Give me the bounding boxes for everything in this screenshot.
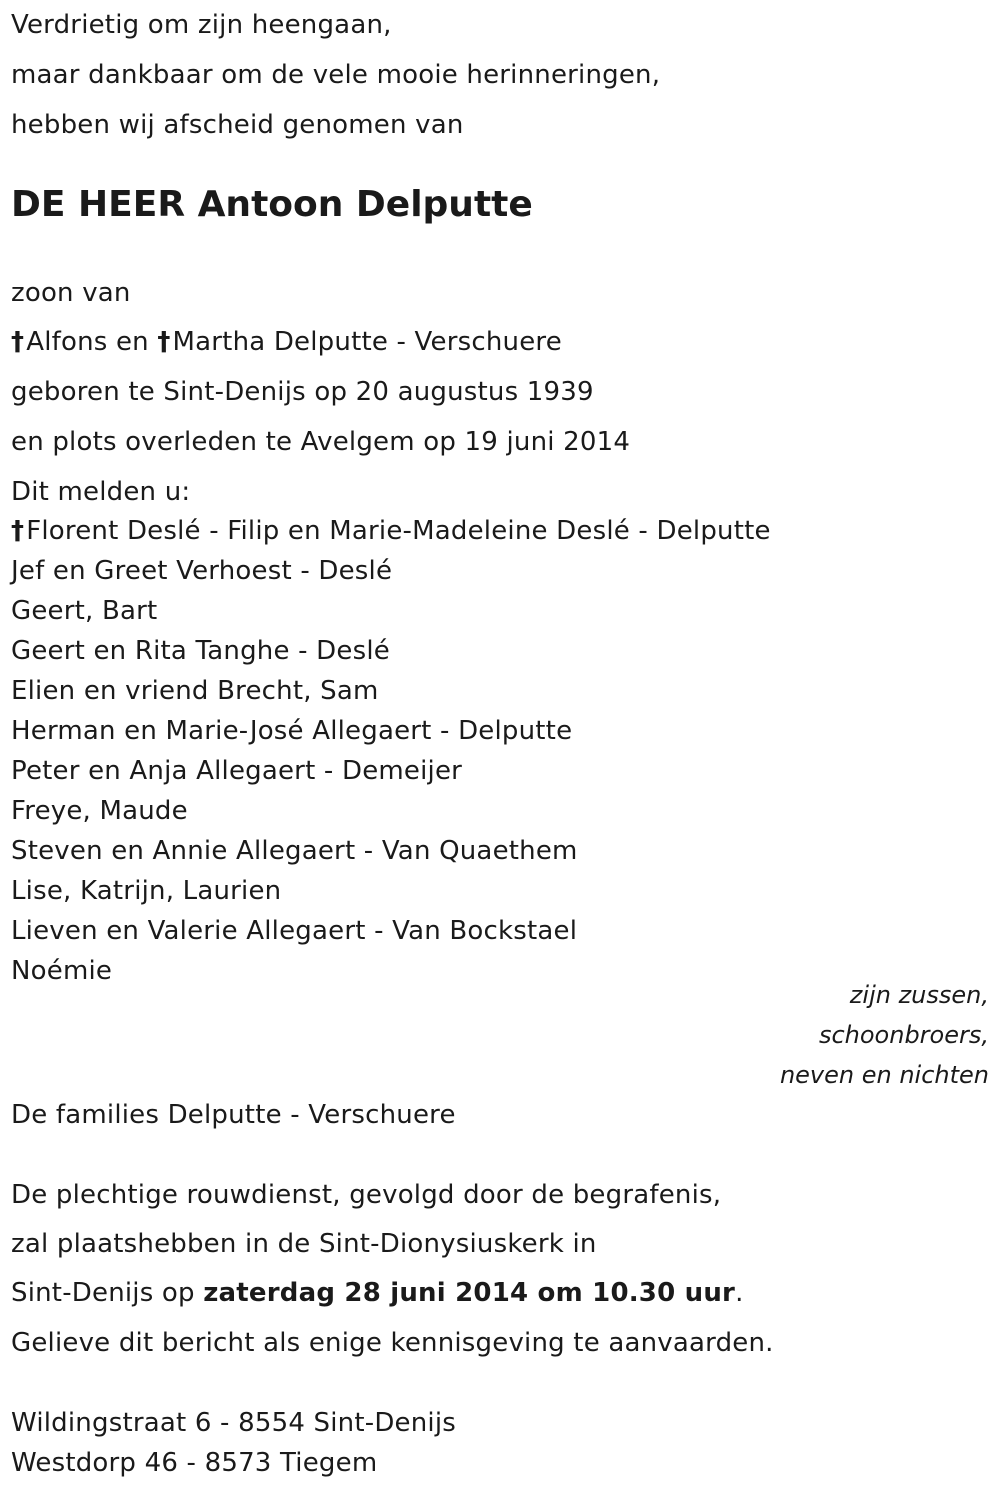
service-line-1: De plechtige rouwdienst, gevolgd door de begrafenis,: [11, 1180, 722, 1210]
intro-line-1: Verdrietig om zijn heengaan,: [11, 10, 392, 40]
service-line-3: Sint-Denijs op zaterdag 28 juni 2014 om 10.30 uur.: [11, 1278, 744, 1308]
deceased-name: DE HEER Antoon Delputte: [11, 184, 533, 225]
cross-icon: †: [11, 516, 25, 546]
death-line: en plots overleden te Avelgem op 19 juni 2014: [11, 427, 631, 457]
service-date: zaterdag 28 juni 2014 om 10.30 uur: [203, 1278, 736, 1308]
cross-icon: †: [11, 327, 25, 357]
announcer-line: Lieven en Valerie Allegaert - Van Bockstael: [11, 916, 578, 946]
address-line: Wildingstraat 6 - 8554 Sint-Denijs: [11, 1408, 457, 1438]
announcer-line: Peter en Anja Allegaert - Demeijer: [11, 756, 463, 786]
relation-line-1: zijn zussen,: [849, 981, 989, 1009]
announcer-line: Geert, Bart: [11, 596, 158, 626]
announcer-line: Elien en vriend Brecht, Sam: [11, 676, 379, 706]
announcers-label: Dit melden u:: [11, 477, 191, 507]
announcer-line: Lise, Katrijn, Laurien: [11, 876, 282, 906]
intro-line-3: hebben wij afscheid genomen van: [11, 110, 464, 140]
father-name: Alfons en: [26, 327, 149, 357]
address-line: Westdorp 46 - 8573 Tiegem: [11, 1448, 378, 1478]
announcer-line: Geert en Rita Tanghe - Deslé: [11, 636, 390, 666]
birth-line: geboren te Sint-Denijs op 20 augustus 1939: [11, 377, 594, 407]
announcer-line: Steven en Annie Allegaert - Van Quaethem: [11, 836, 578, 866]
intro-line-2: maar dankbaar om de vele mooie herinneringen,: [11, 60, 661, 90]
notice-line: Gelieve dit bericht als enige kennisgeving te aanvaarden.: [11, 1328, 774, 1358]
announcer-line: Jef en Greet Verhoest - Deslé: [11, 556, 393, 586]
relation-line-3: neven en nichten: [779, 1061, 989, 1089]
parents-line: [11, 327, 562, 357]
cross-icon: †: [157, 327, 171, 357]
parents-label: zoon van: [11, 278, 131, 308]
announcer-line: Noémie: [11, 956, 113, 986]
announcer-line: Freye, Maude: [11, 796, 188, 826]
service-line-2: zal plaatshebben in de Sint-Dionysiuskerk in: [11, 1229, 597, 1259]
relation-line-2: schoonbroers,: [818, 1021, 989, 1049]
families-line: De families Delputte - Verschuere: [11, 1100, 456, 1130]
announcer-line: Herman en Marie-José Allegaert - Delputte: [11, 716, 573, 746]
announcer-line: †Florent Deslé - Filip en Marie-Madeleine Deslé - Delputte: [11, 516, 771, 546]
mother-name: Martha Delputte - Verschuere: [172, 327, 562, 357]
